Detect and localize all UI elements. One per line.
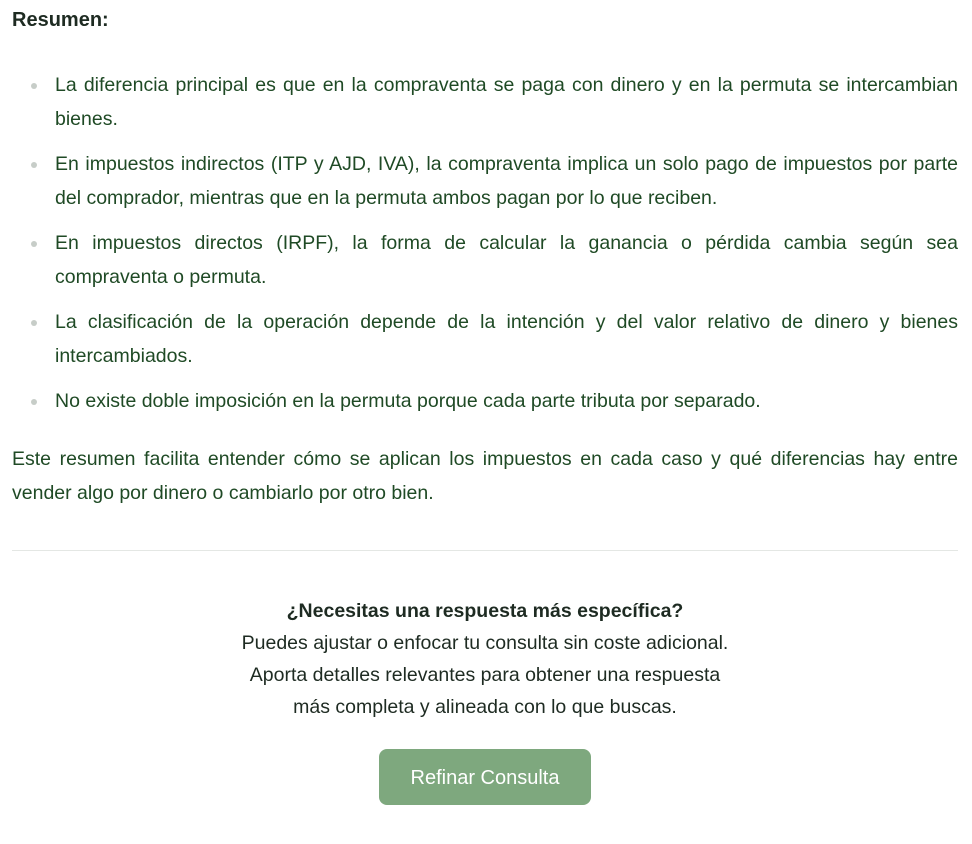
cta-description-line: Puedes ajustar o enfocar tu consulta sin coste adicional. (241, 632, 729, 654)
section-divider (12, 550, 958, 551)
refine-query-cta (12, 595, 958, 805)
bullet-dot-icon (31, 162, 37, 168)
summary-bullet-list (12, 68, 958, 418)
list-item-text: La diferencia principal es que en la compraventa se paga con dinero y en la permuta se intercambian bienes. (55, 74, 958, 130)
refine-query-button[interactable]: Refinar Consulta (379, 749, 591, 805)
list-item-text: No existe doble imposición en la permuta porque cada parte tributa por separado. (55, 390, 761, 412)
list-item (12, 305, 958, 373)
cta-description-line: más completa y alineada con lo que buscas. (293, 696, 677, 718)
bullet-dot-icon (31, 399, 37, 405)
bullet-dot-icon (31, 83, 37, 89)
list-item-text: En impuestos indirectos (ITP y AJD, IVA), la compraventa implica un solo pago de impuestos por parte del comprador, mientras que en la permuta ambos pagan por lo que reciben. (55, 153, 958, 209)
list-item (12, 384, 958, 418)
summary-heading: Resumen: (12, 9, 109, 31)
bullet-dot-icon (31, 320, 37, 326)
summary-closing-paragraph: Este resumen facilita entender cómo se aplican los impuestos en cada caso y qué diferencias hay entre vender algo por dinero o cambiarlo por otro bien. (12, 448, 958, 504)
list-item (12, 147, 958, 215)
cta-title: ¿Necesitas una respuesta más específica? (286, 600, 684, 622)
bullet-dot-icon (31, 241, 37, 247)
list-item-text: En impuestos directos (IRPF), la forma de calcular la ganancia o pérdida cambia según sea compraventa o permuta. (55, 232, 958, 288)
list-item (12, 226, 958, 294)
cta-description-line: Aporta detalles relevantes para obtener una respuesta (249, 664, 721, 686)
list-item-text: La clasificación de la operación depende de la intención y del valor relativo de dinero y bienes intercambiados. (55, 311, 958, 367)
list-item (12, 68, 958, 136)
